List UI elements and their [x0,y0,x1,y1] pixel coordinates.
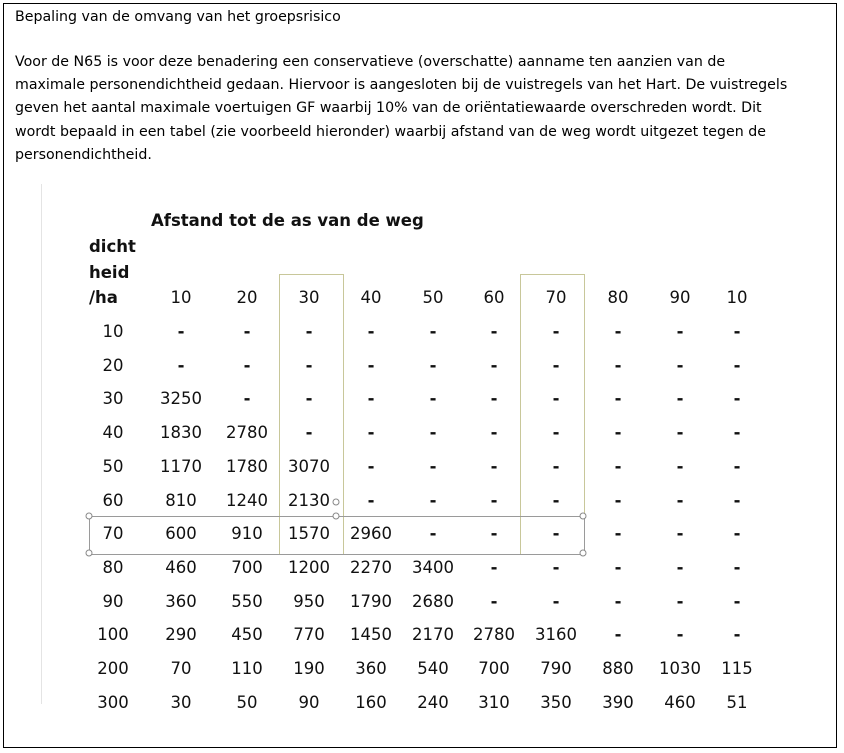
row-label: 300 [97,692,129,712]
table-cell: - [552,557,560,577]
table-cell: 70 [170,659,192,678]
row-label: 30 [102,389,124,409]
table-cell: - [367,389,375,409]
table-cell: - [614,423,622,443]
table-cell: - [367,490,375,510]
table-cell: 3250 [160,389,202,409]
table-cell: 700 [478,659,510,678]
table-cell: - [733,322,741,341]
table-cell: - [614,355,622,375]
paragraph-line: personendichtheid. [15,146,152,163]
column-header: 20 [236,288,258,307]
table-cell: 910 [231,524,263,544]
table-cell: - [614,322,622,341]
table-cell: - [676,322,684,341]
table-cell: - [305,389,313,409]
table-cell: - [367,322,375,341]
table-cell: 1780 [226,456,268,476]
body-paragraph [15,51,827,167]
column-header: 90 [669,288,691,307]
table-cell: - [552,389,560,409]
table-cell: - [733,557,741,577]
table-cell: 240 [417,692,449,712]
table-cell: - [243,389,251,409]
table-cell: - [676,355,684,375]
table-cell: - [614,557,622,577]
row-header-line: heid [89,263,130,282]
table-cell: 2780 [226,423,268,443]
column-header: 50 [422,288,444,307]
table-cell: - [243,355,251,375]
table-cell: - [490,355,498,375]
table-cell: - [552,355,560,375]
table-cell: 3400 [412,557,454,577]
table-cell: 1030 [659,659,701,678]
table-cell: - [177,322,185,341]
table-cell: - [429,490,437,510]
table-cell: 1240 [226,490,268,510]
table-cell: - [614,625,622,645]
table-cell: 450 [231,625,263,645]
row-label: 70 [102,524,124,544]
document-frame [3,3,837,748]
row-label: 40 [102,423,124,443]
table-cell: - [676,423,684,443]
table-cell: - [429,389,437,409]
table-cell: 390 [602,692,634,712]
table-cell: - [490,456,498,476]
table-cell: 115 [721,659,753,678]
table-cell: - [552,322,560,341]
table-cell: 3070 [288,456,330,476]
table-cell: - [614,591,622,611]
table-cell: 1570 [288,524,330,544]
column-header: 30 [298,288,320,307]
table-cell: 160 [355,692,387,712]
table-cell: - [367,456,375,476]
table-cell: 1450 [350,625,392,645]
table-cell: - [490,423,498,443]
table-cell: - [676,389,684,409]
selection-handle[interactable] [86,513,93,520]
table-cell: 310 [478,692,510,712]
table-cell: 51 [726,692,748,712]
table-cell: - [614,389,622,409]
table-cell: - [429,322,437,341]
table-cell: - [676,557,684,577]
table-cell: - [733,389,741,409]
table-cell: - [733,490,741,510]
table-cell: - [367,355,375,375]
selection-handle[interactable] [86,550,93,557]
table-cell: 950 [293,591,325,611]
table-cell: - [676,524,684,544]
selection-handle[interactable] [333,513,340,520]
table-cell: - [676,625,684,645]
table-cell: - [490,557,498,577]
column-header: 10 [726,288,748,307]
table-cell: - [490,322,498,341]
row-label: 100 [97,625,129,645]
table-cell: - [676,490,684,510]
column-header: 40 [360,288,382,307]
table-cell: - [429,423,437,443]
table-cell: - [733,591,741,611]
table-cell: - [614,490,622,510]
table-cell: - [733,423,741,443]
table-cell: - [552,524,560,544]
selection-handle[interactable] [580,513,587,520]
table-cell: 190 [293,659,325,678]
table-cell: - [429,456,437,476]
table-cell: 2270 [350,557,392,577]
table-cell: 110 [231,659,263,678]
table-cell: - [367,423,375,443]
paragraph-line: Voor de N65 is voor deze benadering een conservatieve (overschatte) aanname ten aanzien van de [15,54,726,70]
table-cell: 2130 [288,490,330,510]
table-cell: 770 [293,625,325,645]
table-cell: 1830 [160,423,202,443]
table-cell: 550 [231,591,263,611]
highlight-row-70 [89,516,585,555]
table-cell: - [177,355,185,375]
row-label: 20 [102,355,124,375]
table-cell: - [429,524,437,544]
table-cell: - [243,322,251,341]
table-cell: 350 [540,692,572,712]
table-cell: - [733,355,741,375]
row-label: 50 [102,456,124,476]
column-header: 80 [607,288,629,307]
table-cell: - [490,524,498,544]
row-header-line: /ha [89,288,118,307]
table-cell: 460 [664,692,696,712]
paragraph-line: maximale personendichtheid gedaan. Hiervoor is aangesloten bij de vuistregels van het Hart. De vuistregels [15,77,788,94]
selection-handle[interactable] [580,550,587,557]
table-cell: 1170 [160,456,202,476]
table-cell: - [305,423,313,443]
table-cell: - [305,322,313,341]
table-cell: - [676,591,684,611]
table-cell: - [490,591,498,611]
row-header-line: dicht [89,237,136,256]
paragraph-line: geven het aantal maximale voertuigen GF waarbij 10% van de oriëntatiewaarde overschreden wordt. Dit [15,100,762,117]
table-cell: 360 [165,591,197,611]
table-cell: 2780 [473,625,515,645]
selection-handle[interactable] [333,499,340,506]
paragraph-line: wordt bepaald in een tabel (zie voorbeeld hieronder) waarbij afstand van de weg wordt uitgezet tegen de [15,123,766,140]
table-cell: - [490,389,498,409]
table-cell: 3160 [535,625,577,645]
table-cell: 2960 [350,524,392,544]
table-cell: 360 [355,659,387,678]
table-cell: - [552,423,560,443]
table-cell: 2680 [412,591,454,611]
row-label: 90 [102,591,124,611]
table-cell: 290 [165,625,197,645]
table-cell: 810 [165,490,197,510]
table-cell: 90 [298,692,320,712]
table-cell: 880 [602,659,634,678]
section-heading: Bepaling van de omvang van het groepsrisico [15,9,341,25]
table-cell: 2170 [412,625,454,645]
row-label: 80 [102,557,124,577]
table-cell: - [552,490,560,510]
table-cell: - [614,524,622,544]
image-edge [41,184,42,704]
row-label: 10 [102,322,124,341]
table-cell: 50 [236,692,258,712]
table-cell: - [552,456,560,476]
highlight-column-70 [520,274,585,555]
table-cell: 30 [170,692,192,712]
table-cell: - [733,456,741,476]
table-image [41,184,753,712]
table-cell: - [614,456,622,476]
table-cell: 460 [165,557,197,577]
row-label: 60 [102,490,124,510]
table-cell: 540 [417,659,449,678]
table-cell: 1790 [350,591,392,611]
table-cell: 600 [165,524,197,544]
column-header: 70 [545,288,567,307]
table-cell: 790 [540,659,572,678]
table-cell: - [490,490,498,510]
table-cell: 1200 [288,557,330,577]
table-cell: - [676,456,684,476]
row-label: 200 [97,659,129,678]
table-cell: - [733,625,741,645]
column-header: 10 [170,288,192,307]
table-cell: - [305,355,313,375]
table-cell: - [552,591,560,611]
table-cell: - [733,524,741,544]
table-cell: - [429,355,437,375]
table-title: Afstand tot de as van de weg [151,211,424,230]
table-cell: 700 [231,557,263,577]
column-header: 60 [483,288,505,307]
